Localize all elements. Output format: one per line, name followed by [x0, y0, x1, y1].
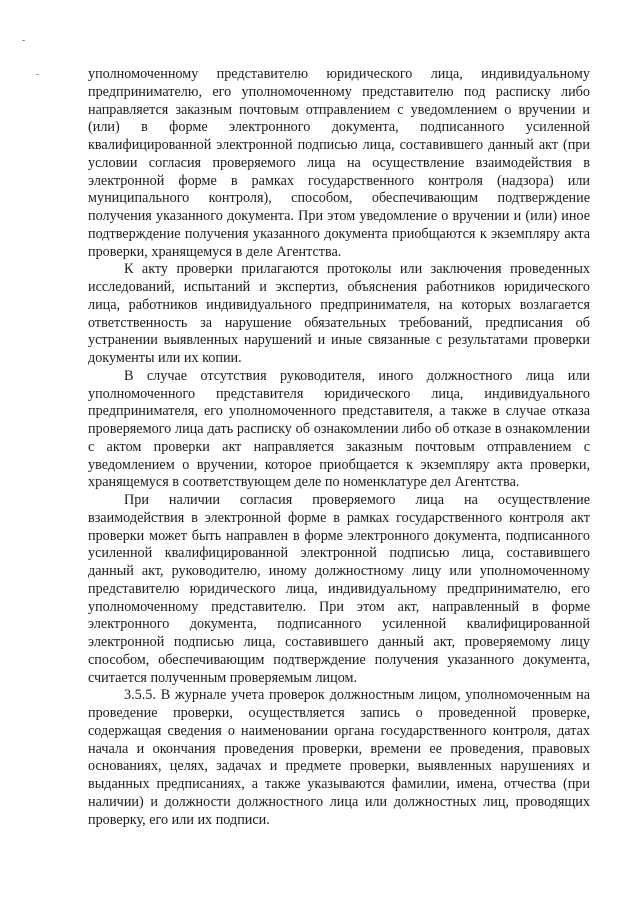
scan-speck-top: [22, 40, 25, 41]
document-page: [88, 66, 590, 829]
paragraph-attachments: К акту проверки прилагаются протоколы или заключения проведенных исследований, испытаний и экспертиз, объяснения работников юридического лица, работников индивидуального предпринимателя, на которых возлагается ответственность за нарушение обязательных требований, предписания об устранении выявленных нарушений и иные связанные с результатами проверки документы или их копии.: [88, 261, 590, 366]
scan-speck-bottom: [36, 74, 39, 75]
paragraph-continuation: уполномоченному представителю юридического лица, индивидуальному предпринимателю, его уполномоченному представителю под расписку либо направляется заказным почтовым отправлением с уведомлением о вручении и (или) в форме электронного документа, подписанного усиленной квалифицированной электронной подписью лица, составившего данный акт (при условии согласия проверяемого лица на осуществление взаимодействия в электронной форме в рамках государственного контроля (надзора) или муниципального контроля), способом, обеспечивающим подтверждение получения указанного документа. При этом уведомление о вручении и (или) иное подтверждение получения указанного документа приобщаются к экземпляру акта проверки, хранящемуся в деле Агентства.: [88, 66, 590, 260]
paragraph-absence-case: В случае отсутствия руководителя, иного должностного лица или уполномоченного представителя юридического лица, индивидуального предпринимателя, его уполномоченного представителя, а также в случае отказа проверяемого лица дать расписку об ознакомлении либо об отказе в ознакомлении с актом проверки акт направляется заказным почтовым отправлением с уведомлением о вручении, которое приобщается к экземпляру акта проверки, хранящемуся в соответствующем деле по номенклатуре дел Агентства.: [88, 367, 590, 491]
paragraph-inspection-journal: 3.5.5. В журнале учета проверок должностным лицом, уполномоченным на проведение проверки, осуществляется запись о проведенной проверке, содержащая сведения о наименовании органа государственного контроля, датах начала и окончания проведения проверки, времени ее проведения, правовых основаниях, целях, задачах и предмете проверки, выявленных нарушениях и выданных предписаниях, а также указываются фамилии, имена, отчества (при наличии) и должности должностного лица или должностных лиц, проводящих проверку, его или их подписи.: [88, 687, 590, 828]
paragraph-electronic-form: При наличии согласия проверяемого лица на осуществление взаимодействия в электронной форме в рамках государственного контроля акт проверки может быть направлен в форме электронного документа, подписанного усиленной квалифицированной электронной подписью лица, составившего данный акт, руководителю, иному должностному лицу или уполномоченному представителю юридического лица, индивидуальному предпринимателю, его уполномоченному представителю. При этом акт, направленный в форме электронного документа, подписанного усиленной квалифицированной электронной подписью лица, составившего данный акт, проверяемому лицу способом, обеспечивающим подтверждение получения указанного документа, считается полученным проверяемым лицом.: [88, 492, 590, 686]
